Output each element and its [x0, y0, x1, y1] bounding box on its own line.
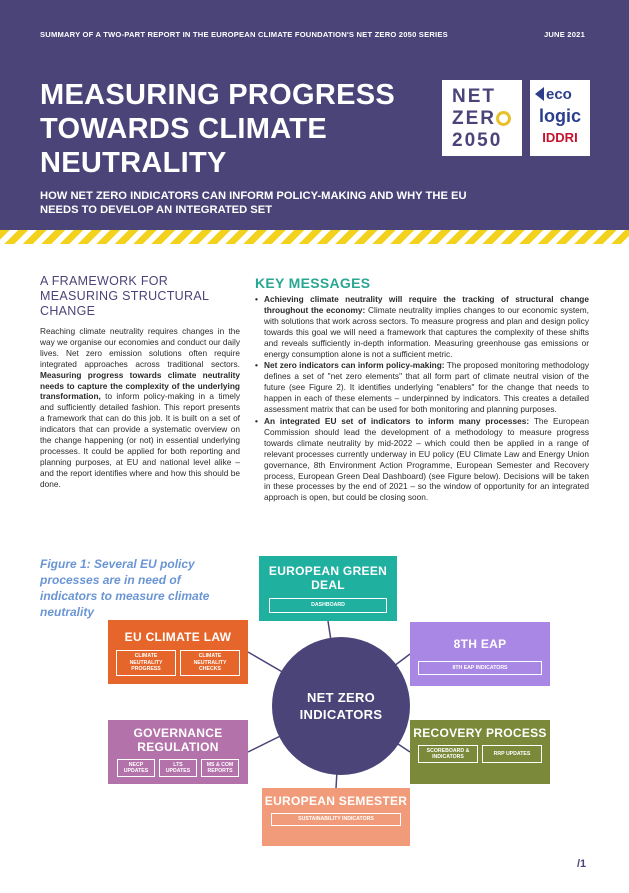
box-title: 8TH EAP [453, 637, 507, 651]
page-number: /1 [577, 858, 587, 870]
key-message-item: • Net zero indicators can inform policy-making: The proposed monitoring methodology defines a set of "net zero elements" that all form part of climate neutral vision of the future (see Figure 2). It identifies underlying "enablers" for the change that needs to happen in each of these elements – underpinned by indicators. This creates a detailed assessment matrix that can be used for both monitoring and planning purposes. [255, 360, 589, 415]
logo-line-3: 2050 [452, 130, 503, 151]
box-sub-label: SCOREBOARD & INDICATORS [418, 745, 478, 763]
box-sub-label: DASHBOARD [269, 598, 387, 613]
box-title: RECOVERY PROCESS [413, 726, 547, 740]
ecologic-logic-word: logic [538, 106, 581, 126]
box-sub-label: 8TH EAP INDICATORS [418, 661, 542, 675]
framework-heading: A FRAMEWORK FOR MEASURING STRUCTURAL CHANGE [40, 274, 209, 318]
framework-body: Reaching climate neutrality requires changes in the way we organise our economies and conduct our daily lives. Net zero emission solutions often require integrated approaches across traditional sectors. Measuring progress towards climate neutrality needs to capture the complexity of the underlying transformation, to inform policy-making in a timely and sufficiently detailed fashion. This report presents a framework that can do this job. It is built on a set of indicators that can provide a systematic overview on the change happening (or not) in essential underlying processes. It could be applied for both reporting and planning purposes, at EU and national level alike – and the report identifies where and how this should be done. [40, 326, 240, 489]
box-sub-label: MS & COM REPORTS [201, 759, 239, 777]
box-sub-label: SUSTAINABILITY INDICATORS [271, 813, 401, 826]
iddri-word: IDDRI [542, 130, 578, 145]
figure-caption: Figure 1: Several EU policy processes are in need of indicators to measure climate neutrality [40, 557, 210, 619]
box-title: EU CLIMATE LAW [124, 630, 232, 644]
box-governance-regulation [108, 720, 248, 784]
box-sub-label: CLIMATE NEUTRALITY PROGRESS [116, 650, 176, 676]
ecologic-eco-word: eco [546, 85, 572, 103]
report-date: JUNE 2021 [543, 30, 585, 39]
box-european-green-deal [259, 556, 397, 621]
report-subtitle: HOW NET ZERO INDICATORS CAN INFORM POLICY-MAKING AND WHY THE EU NEEDS TO DEVELOP AN INTEGRATED SET [40, 190, 467, 216]
box-sub-label: CLIMATE NEUTRALITY CHECKS [180, 650, 240, 676]
logo-line-1: NET [452, 86, 496, 107]
report-title: MEASURING PROGRESS TOWARDS CLIMATE NEUTRALITY [40, 79, 396, 179]
box-8th-eap [410, 622, 550, 686]
key-message-item: • An integrated EU set of indicators to inform many processes: The European Commission should lead the development of a methodology to measure progress towards climate neutrality by mid-2022 – which could then be applied in a range of relevant processes currently underway in EU policy (EU Climate Law and Energy Union governance, 8th Environment Action Programme, European Semester and Recovery process, European Green Deal Dashboard) (see Figure below). Decisions will be taken in these processes by the end of 2021 – so the window of opportunity for an integrated approach is open, but could be closing soon. [255, 416, 589, 503]
box-eu-climate-law [108, 620, 248, 684]
box-sub-label: LTS UPDATES [159, 759, 197, 777]
box-european-semester [262, 788, 410, 846]
box-recovery-process [410, 720, 550, 784]
logo-line-2: ZER [452, 108, 496, 129]
key-message-item: • Achieving climate neutrality will require the tracking of structural change throughout the economy: Climate neutrality implies changes to our economic system, with solutions that work across sectors. To measure progress and plan and design policy towards this goal we will need a framework that captures the complexity of these shifts and reveals sufficiently in-depth information. Measuring greenhouse gas emissions or energy consumption alone is not a sufficient metric. [255, 294, 589, 359]
box-title: EUROPEAN SEMESTER [264, 794, 408, 808]
net-zero-indicators-hub: NET ZERO INDICATORS [272, 637, 410, 775]
key-messages-heading: KEY MESSAGES [255, 275, 371, 291]
box-sub-label: RRP UPDATES [482, 745, 542, 763]
box-sub-label: NECP UPDATES [117, 759, 155, 777]
box-title: GOVERNANCE REGULATION [133, 726, 223, 754]
box-title: EUROPEAN GREEN DEAL [268, 564, 388, 592]
series-line: SUMMARY OF A TWO-PART REPORT IN THE EUROPEAN CLIMATE FOUNDATION'S NET ZERO 2050 SERIES [40, 30, 448, 39]
